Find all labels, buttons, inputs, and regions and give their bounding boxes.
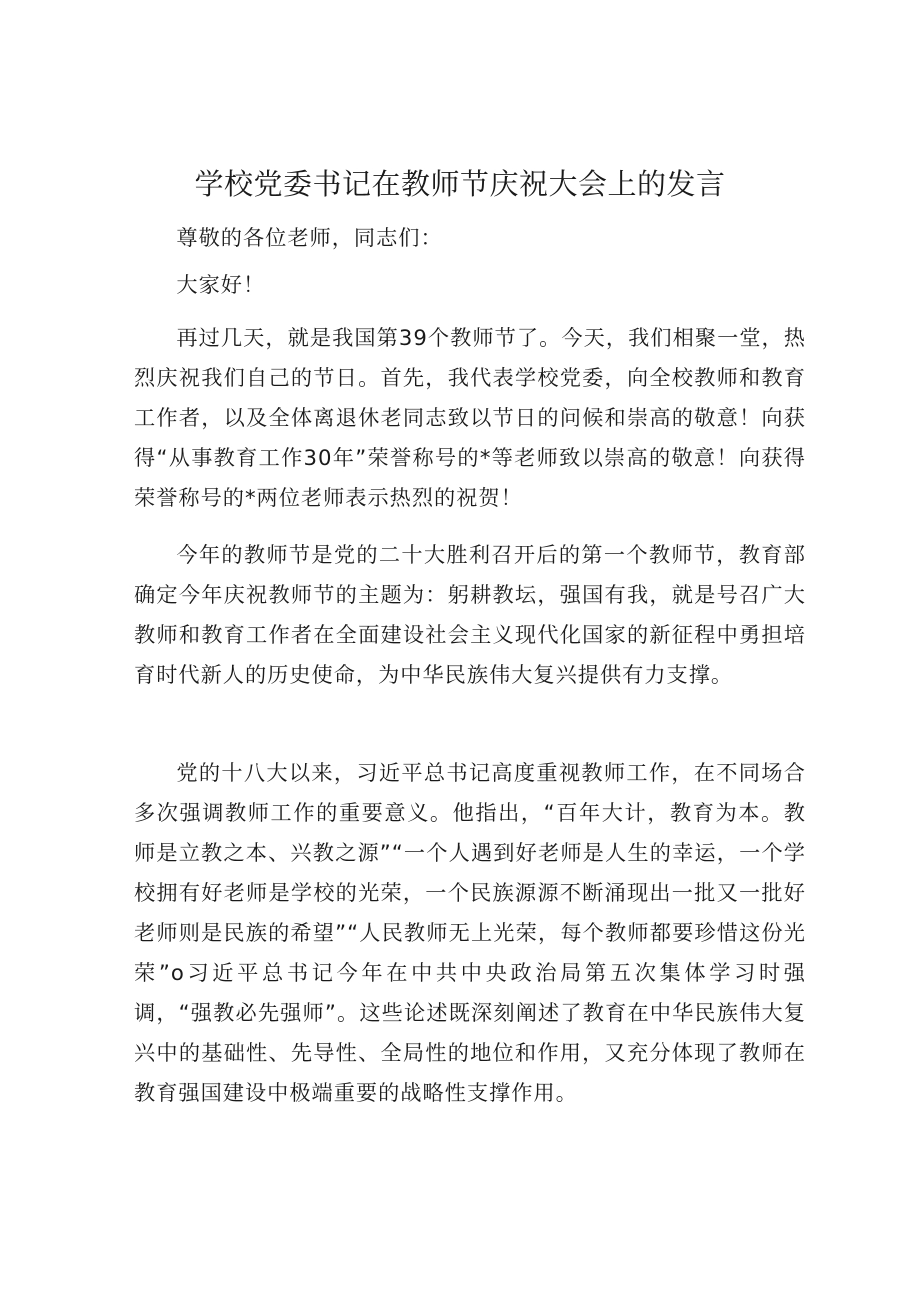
greeting: 大家好！ xyxy=(176,272,266,297)
paragraph-opening: 再过几天，就是我国第39个教师节了。今天，我们相聚一堂，热烈庆祝我们自己的节日。首先，我代表学校党委，向全校教师和教育工作者，以及全体离退休老同志致以节日的问候和崇高的敬意！向获得“从事教育工作30年”荣誉称号的*等老师致以崇高的敬意！向获得荣誉称号的*两位老师表示热烈的祝贺！ xyxy=(134,325,806,510)
paragraph-quotes: 党的十八大以来，习近平总书记高度重视教师工作，在不同场合多次强调教师工作的重要意义。他指出，“百年大计，教育为本。教师是立教之本、兴教之源”“一个人遇到好老师是人生的幸运，一个学校拥有好老师是学校的光荣，一个民族源源不断涌现出一批又一批好老师则是民族的希望”“人民教师无上光荣，每个教师都要珍惜这份光荣”o习近平总书记今年在中共中央政治局第五次集体学习时强调，“强教必先强师”。这些论述既深刻阐述了教育在中华民族伟大复兴中的基础性、先导性、全局性的地位和作用，又充分体现了教师在教育强国建设中极端重要的战略性支撑作用。 xyxy=(134,760,806,1105)
salutation: 尊敬的各位老师，同志们： xyxy=(176,225,443,250)
paragraph-theme: 今年的教师节是党的二十大胜利召开后的第一个教师节，教育部确定今年庆祝教师节的主题为：躬耕教坛，强国有我，就是号召广大教师和教育工作者在全面建设社会主义现代化国家的新征程中勇担培育时代新人的历史使命，为中华民族伟大复兴提供有力支撑。 xyxy=(134,542,806,687)
document-title: 学校党委书记在教师节庆祝大会上的发言 xyxy=(194,167,726,201)
